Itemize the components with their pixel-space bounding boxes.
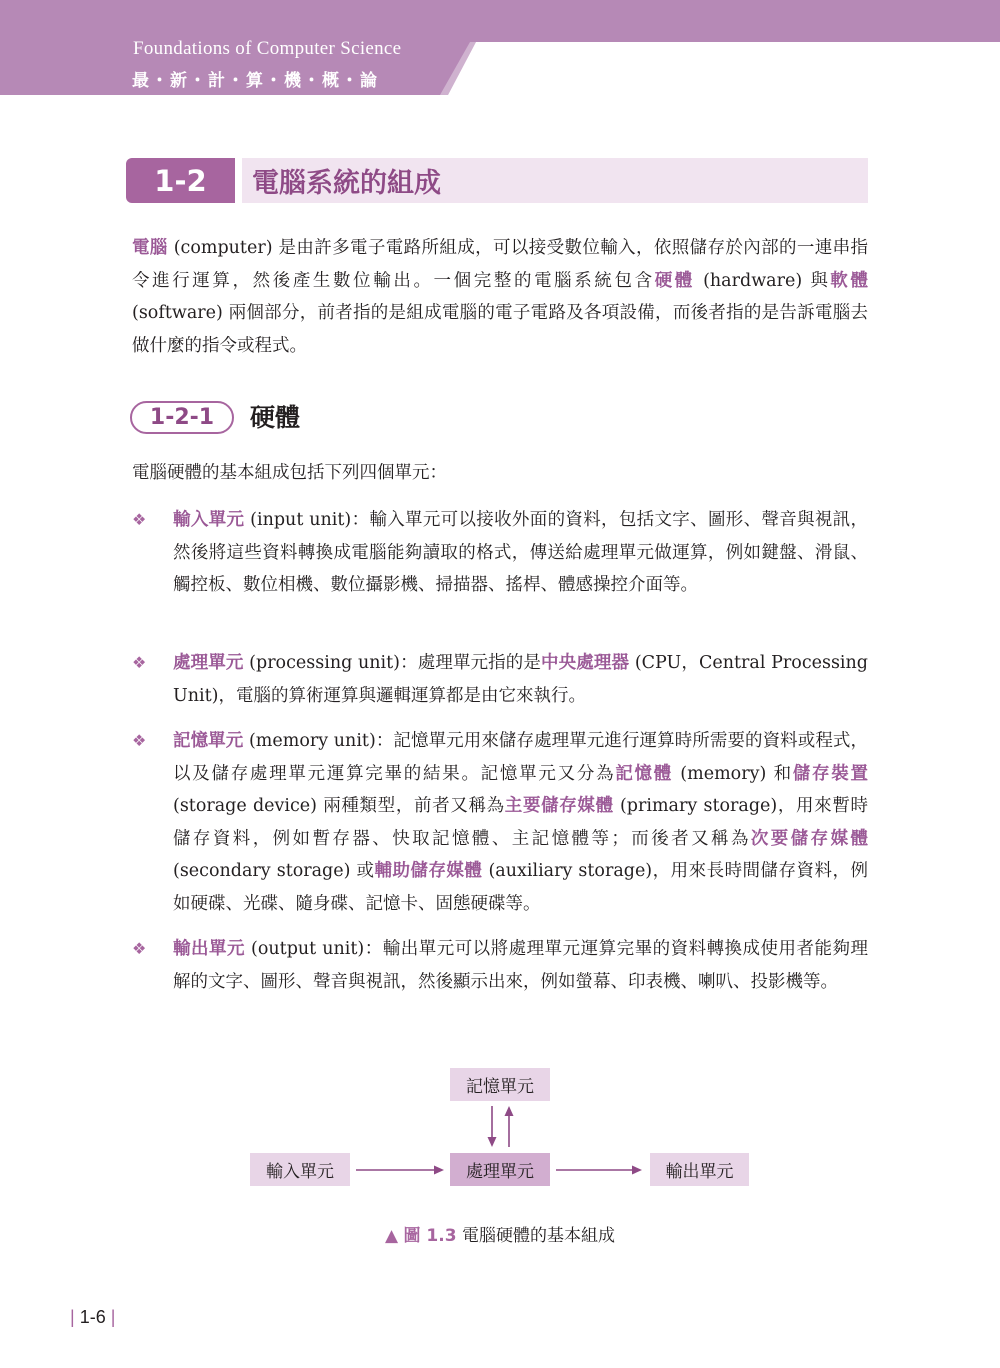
header-title-en: Foundations of Computer Science xyxy=(133,38,402,59)
intro-paragraph xyxy=(132,232,868,362)
list-item-input-unit xyxy=(132,504,868,602)
text: (hardware) 與 xyxy=(694,270,831,291)
list-item-output-unit xyxy=(132,933,868,998)
keyword: 中央處理器 xyxy=(541,653,630,673)
figure-caption xyxy=(0,1221,1000,1246)
list-item-text xyxy=(173,725,868,920)
subsection-lead: 電腦硬體的基本組成包括下列四個單元： xyxy=(132,463,447,483)
subsection-number: 1-2-1 xyxy=(130,401,234,434)
keyword: 電腦 xyxy=(132,238,168,258)
text: (output unit)：輸出單元可以將處理單元運算完畢的資料轉換成使用者能夠理解的文字、圖形、聲音與視訊，然後顯示出來，例如螢幕、印表機、喇叭、投影機等。 xyxy=(173,939,869,992)
list-item-text xyxy=(173,647,868,712)
diagram-processing-unit-box: 處理單元 xyxy=(450,1153,550,1186)
keyword: 次要儲存媒體 xyxy=(750,828,869,849)
header-title-zh: 最・新・計・算・機・概・論 xyxy=(132,71,379,91)
arrow-processing-to-memory-icon xyxy=(505,1106,514,1147)
text: (storage device) 兩種類型，前者又稱為 xyxy=(173,796,505,816)
text: (primary storage)，用來暫時儲存資料，例如暫存器、快取記憶體、主記憶體等；而後者又稱為 xyxy=(173,796,868,849)
keyword: 主要儲存媒體 xyxy=(504,796,614,816)
diagram-memory-unit-box: 記憶單元 xyxy=(450,1068,550,1101)
keyword: 記憶體 xyxy=(615,763,674,784)
list-item-text xyxy=(173,933,868,998)
section-title-box xyxy=(242,158,868,203)
keyword: 軟體 xyxy=(830,270,869,291)
figure-caption-text: 電腦硬體的基本組成 xyxy=(461,1226,615,1246)
text: (auxiliary storage)，用來長時間儲存資料，例如硬碟、光碟、隨身碟、記憶卡、固態硬碟等。 xyxy=(173,861,868,914)
text: (input unit)：輸入單元可以接收外面的資料，包括文字、圖形、聲音與視訊，然後將這些資料轉換成電腦能夠讀取的格式，傳送給處理單元做運算，例如鍵盤、滑鼠、觸控板、數位相機、數位攝影機、掃描器、搖桿、體感操控介面等。 xyxy=(173,510,868,595)
section-number: 1-2 xyxy=(126,158,235,203)
triangle-icon: ▲ xyxy=(385,1226,399,1246)
page-number xyxy=(70,1307,115,1328)
keyword: 輸入單元 xyxy=(173,510,245,530)
keyword: 記憶單元 xyxy=(173,731,244,751)
keyword: 處理單元 xyxy=(173,653,244,673)
arrow-input-to-processing-icon xyxy=(356,1166,444,1175)
diamond-bullet-icon: ❖ xyxy=(132,510,147,529)
text: (processing unit)：處理單元指的是 xyxy=(243,653,542,673)
subsection-title: 硬體 xyxy=(250,403,301,432)
text: (CPU，Central Processing Unit)，電腦的算術運算與邏輯運算都是由它來執行。 xyxy=(173,653,869,706)
diamond-bullet-icon: ❖ xyxy=(132,939,147,958)
text: (memory) 和 xyxy=(673,763,793,784)
text: (secondary storage) 或 xyxy=(173,861,375,881)
diamond-bullet-icon: ❖ xyxy=(132,731,147,750)
page-number-value: 1-6 xyxy=(79,1307,106,1327)
figure-label: 圖 1.3 xyxy=(403,1226,457,1246)
keyword: 輔助儲存媒體 xyxy=(374,861,483,881)
text: (computer) 是由許多電子電路所組成，可以接受數位輸入，依照儲存於內部的一連串指令進行運算，然後產生數位輸出。一個完整的電腦系統包含 xyxy=(132,238,869,291)
keyword: 硬體 xyxy=(654,270,695,291)
list-item-memory-unit xyxy=(132,725,868,920)
list-item-processing-unit xyxy=(132,647,868,712)
list-item-text xyxy=(173,504,868,602)
text: (memory unit)：記憶單元用來儲存處理單元進行運算時所需要的資料或程式，以及儲存處理單元運算完畢的結果。記憶單元又分為 xyxy=(173,731,868,784)
text: (software) 兩個部分，前者指的是組成電腦的電子電路及各項設備，而後者指的是告訴電腦去做什麼的指令或程式。 xyxy=(132,303,868,356)
arrow-processing-to-output-icon xyxy=(556,1166,642,1175)
diamond-bullet-icon: ❖ xyxy=(132,653,147,672)
keyword: 儲存裝置 xyxy=(792,763,869,784)
diagram-input-unit-box: 輸入單元 xyxy=(250,1153,350,1186)
page-number-bar-right: | xyxy=(110,1307,116,1327)
page-number-bar-left: | xyxy=(70,1307,75,1327)
arrow-memory-to-processing-icon xyxy=(488,1106,497,1147)
keyword: 輸出單元 xyxy=(173,939,245,959)
section-title: 電腦系統的組成 xyxy=(252,168,441,199)
diagram-output-unit-box: 輸出單元 xyxy=(650,1153,749,1186)
